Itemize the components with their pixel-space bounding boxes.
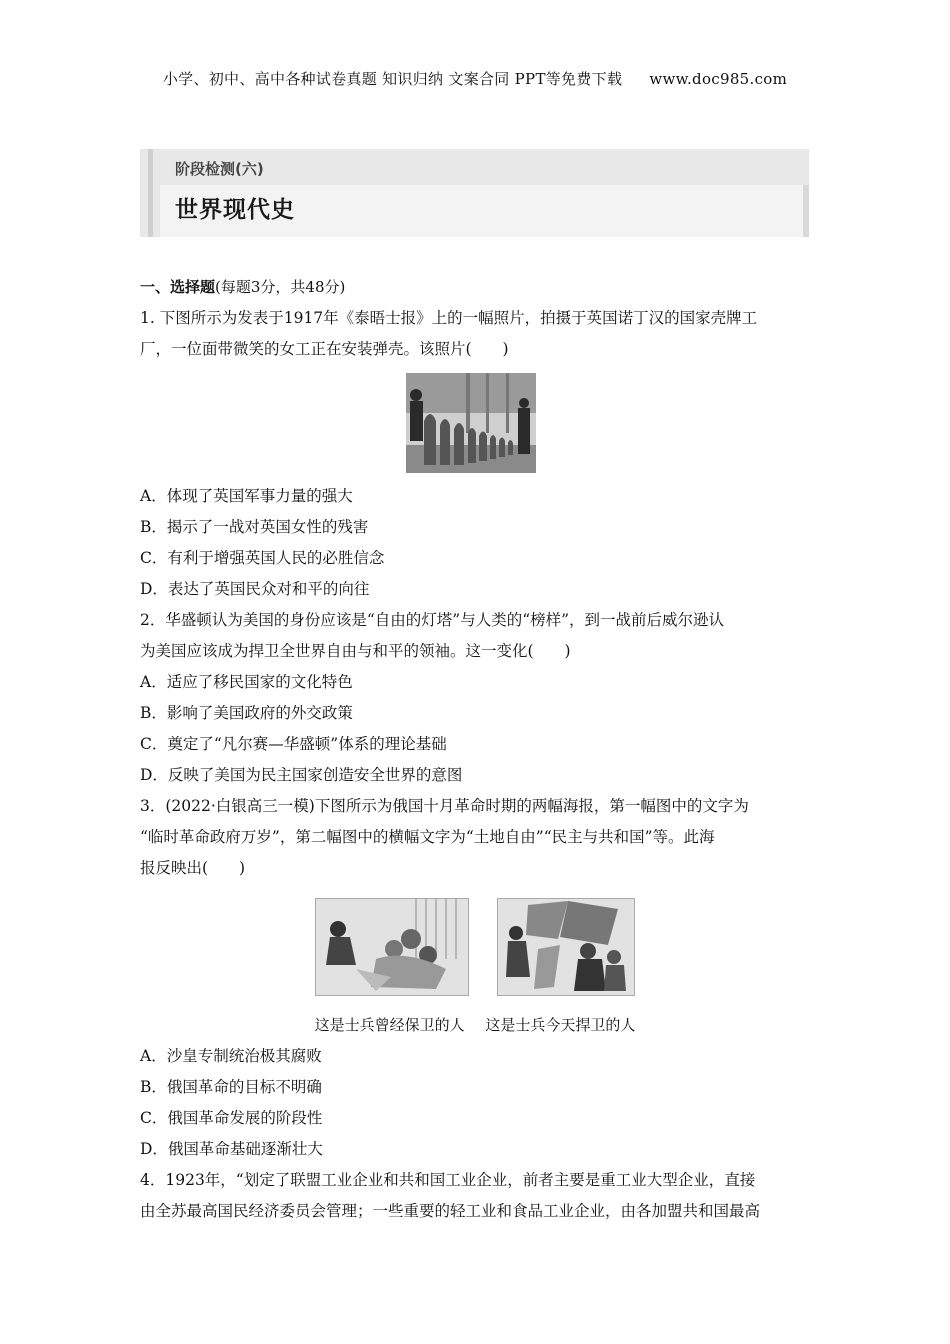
question-line: 1. 下图所示为发表于1917年《泰晤士报》上的一幅照片，拍摄于英国诺丁汉的国家壳牌工	[140, 309, 758, 327]
option: B．揭示了一战对英国女性的残害	[140, 518, 369, 536]
poster-caption-1: 这是士兵曾经保卫的人	[314, 1016, 465, 1034]
question-2	[140, 605, 810, 791]
option: C．奠定了“凡尔赛—华盛顿”体系的理论基础	[140, 735, 447, 753]
option: C．俄国革命发展的阶段性	[140, 1109, 323, 1127]
question-line: 4．1923年，“划定了联盟工业企业和共和国工业企业，前者主要是重工业大型企业，直接	[140, 1171, 756, 1189]
question-line: 由全苏最高国民经济委员会管理；一些重要的轻工业和食品工业企业，由各加盟共和国最高	[140, 1202, 761, 1220]
poster-2-art	[498, 899, 634, 995]
option: B．俄国革命的目标不明确	[140, 1078, 322, 1096]
section-title-text: 一、选择题	[140, 278, 216, 296]
option: D．俄国革命基础逐渐壮大	[140, 1140, 323, 1158]
banner-title: 世界现代史	[175, 197, 295, 223]
question-line: 为美国应该成为捍卫全世界自由与和平的领袖。这一变化( )	[140, 642, 571, 660]
poster-1-art	[316, 899, 468, 995]
poster-caption-2: 这是士兵今天捍卫的人	[485, 1016, 636, 1034]
exam-content	[140, 272, 810, 1227]
option: B．影响了美国政府的外交政策	[140, 704, 353, 722]
header-site: www.doc985.com	[649, 70, 788, 88]
option: A．体现了英国军事力量的强大	[140, 487, 353, 505]
option: C．有利于增强英国人民的必胜信念	[140, 549, 385, 567]
poster-pair	[140, 898, 810, 996]
question-line: 2．华盛顿认为美国的身份应该是“自由的灯塔”与人类的“榜样”，到一战前后威尔逊认	[140, 611, 725, 629]
option: A．沙皇专制统治极其腐败	[140, 1047, 322, 1065]
factory-photo	[406, 373, 536, 473]
option: A．适应了移民国家的文化特色	[140, 673, 353, 691]
page-header	[0, 68, 950, 89]
question-4	[140, 1165, 810, 1227]
option: D．表达了英国民众对和平的向往	[140, 580, 370, 598]
banner-accent-bar	[148, 149, 153, 237]
question-line: 厂，一位面带微笑的女工正在安装弹壳。该照片( )	[140, 340, 509, 358]
section-title	[140, 272, 810, 303]
option: D．反映了美国为民主国家创造安全世界的意图	[140, 766, 463, 784]
title-banner	[140, 149, 809, 237]
section-note: (每题3分，共48分)	[215, 278, 346, 296]
poster-image-1	[315, 898, 469, 996]
banner-corner	[803, 185, 809, 237]
header-text: 小学、初中、高中各种试卷真题 知识归纳 文案合同 PPT等免费下载	[162, 70, 623, 88]
poster-captions	[140, 1010, 810, 1041]
banner-subtitle: 阶段检测(六)	[175, 160, 264, 178]
question-line: 3．(2022·白银高三一模)下图所示为俄国十月革命时期的两幅海报，第一幅图中的文字为	[140, 797, 749, 815]
question-3	[140, 791, 810, 1165]
question-line: 报反映出( )	[140, 859, 246, 877]
question-line: “临时革命政府万岁”，第二幅图中的横幅文字为“土地自由”“民主与共和国”等。此海	[140, 828, 715, 846]
question-1	[140, 303, 810, 605]
poster-image-2	[497, 898, 635, 996]
factory-photo-image	[406, 373, 536, 473]
